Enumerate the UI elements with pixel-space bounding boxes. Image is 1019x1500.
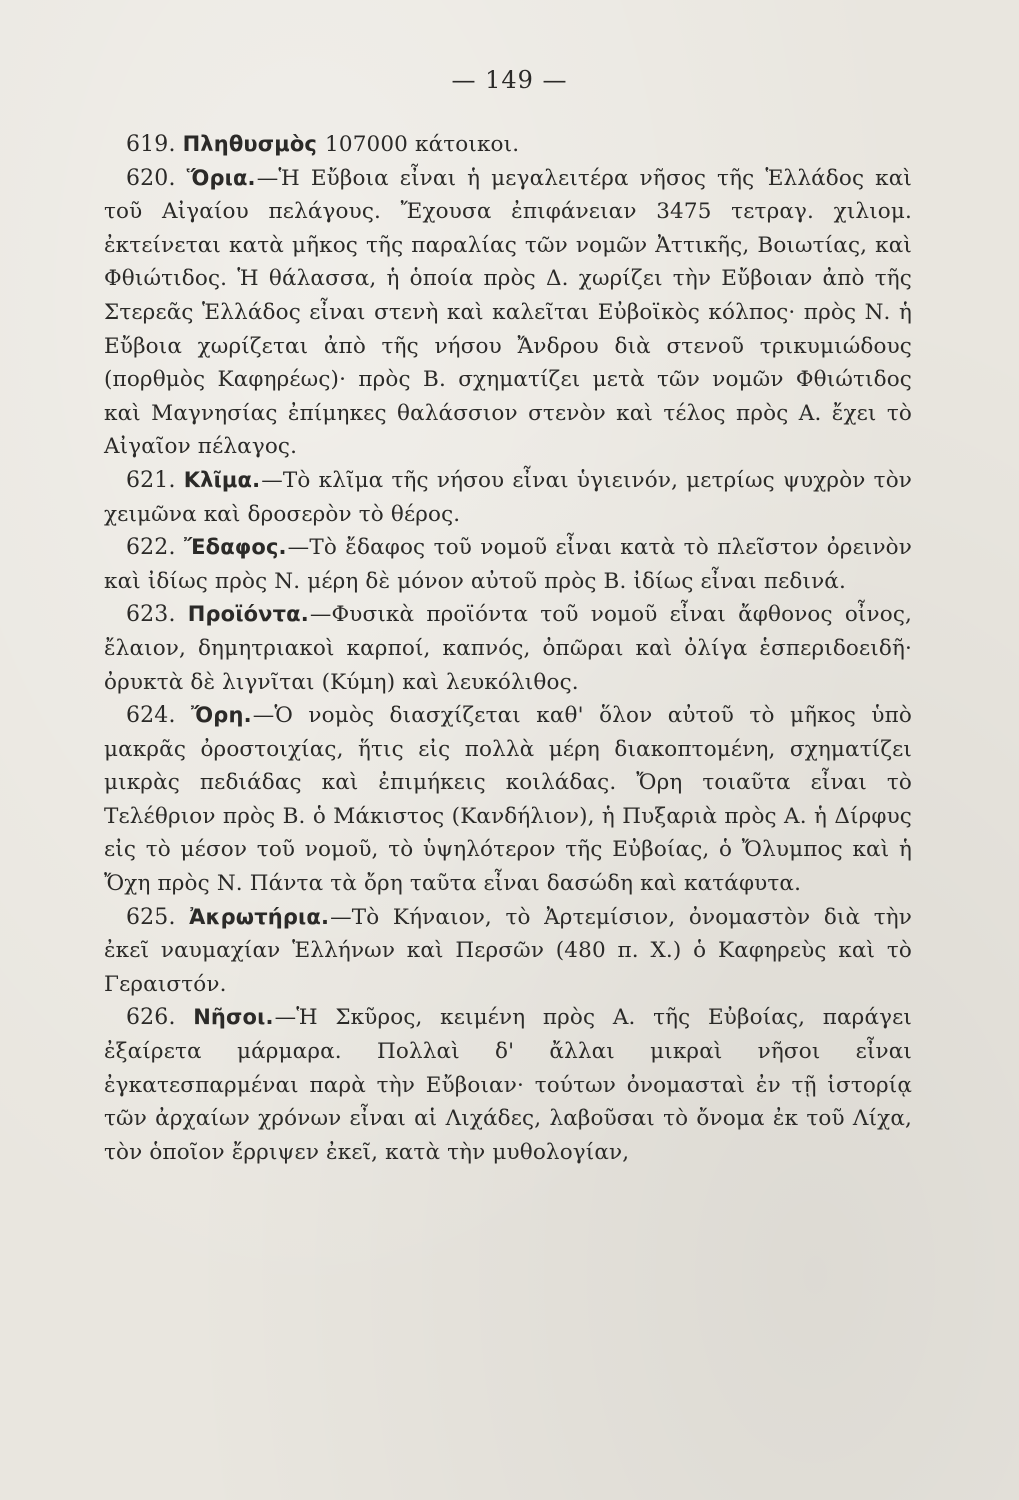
- heading-separator: —: [287, 535, 310, 561]
- section-text: Τὸ ἔδαφος τοῦ νομοῦ εἶναι κατὰ τὸ πλεῖστον ὀρεινὸν καὶ ἰδίως πρὸς Ν. μέρη δὲ μόνον αὐτοῦ πρὸς Β. ἰδίως εἶναι πεδινά.: [104, 535, 912, 594]
- page-number: — 149 —: [451, 66, 568, 94]
- section-number: 619.: [126, 132, 176, 157]
- section-heading: Ὄρη.: [191, 703, 252, 728]
- heading-separator: —: [256, 165, 279, 191]
- section-text: Ἡ Σκῦρος, κειμένη πρὸς Α. τῆς Εὐβοίας, παράγει ἐξαίρετα μάρμαρα. Πολλαὶ δ' ἄλλαι μικραὶ νῆσοι εἶναι ἐγκατεσπαρμέναι παρὰ τὴν Εὔβοιαν· τούτων ὀνομασταὶ ἐν τῇ ἱστορίᾳ τῶν ἀρχαίων χρόνων εἶναι αἱ Λιχάδες, λαβοῦσαι τὸ ὄνομα ἐκ τοῦ Λίχα, τὸν ὁποῖον ἔρριψεν ἐκεῖ, κατὰ τὴν μυθολογίαν,: [104, 1005, 912, 1165]
- section-number: 626.: [126, 1005, 176, 1031]
- heading-separator: [318, 132, 325, 157]
- paragraph-619: [104, 128, 912, 162]
- section-number: 621.: [126, 467, 176, 493]
- paragraph-626: [104, 1001, 912, 1169]
- section-heading: Ἔδαφος.: [184, 535, 287, 560]
- section-heading: Κλῖμα.: [183, 467, 261, 492]
- section-number: 623.: [126, 602, 176, 628]
- section-text: 107000 κάτοικοι.: [325, 132, 520, 157]
- section-text: Τὸ Κήναιον, τὸ Ἀρτεμίσιον, ὀνομαστὸν διὰ τὴν ἐκεῖ ναυμαχίαν Ἑλλήνων καὶ Περσῶν (480 π. Χ.) ὁ Καφηρεὺς καὶ τὸ Γεραιστόν.: [104, 904, 913, 997]
- heading-separator: —: [252, 703, 275, 729]
- heading-separator: —: [261, 467, 283, 493]
- section-heading: Ἀκρωτήρια.: [189, 904, 330, 929]
- paragraph-624: [104, 699, 912, 901]
- paragraph-620: [104, 162, 912, 464]
- page-body: [104, 128, 912, 1169]
- section-text: Ἡ Εὔβοια εἶναι ἡ μεγαλειτέρα νῆσος τῆς Ἑλλάδος καὶ τοῦ Αἰγαίου πελάγους. Ἔχουσα ἐπιφάνειαν 3475 τετραγ. χιλιομ. ἐκτείνεται κατὰ μῆκος τῆς παραλίας τῶν νομῶν Ἀττικῆς, Βοιωτίας, καὶ Φθιώτιδος. Ἡ θάλασσα, ἡ ὁποία πρὸς Δ. χωρίζει τὴν Εὔβοιαν ἀπὸ τῆς Στερεᾶς Ἑλλάδος εἶναι στενὴ καὶ καλεῖται Εὐβοϊκὸς κόλπος· πρὸς Ν. ἡ Εὔβοια χωρίζεται ἀπὸ τῆς νήσου Ἄνδρου διὰ στενοῦ τρικυμιώδους (πορθμὸς Καφηρέως)· πρὸς Β. σχηματίζει μετὰ τῶν νομῶν Φθιώτιδος καὶ Μαγνησίας ἐπίμηκες θαλάσσιον στενὸν καὶ τέλος πρὸς Α. ἔχει τὸ Αἰγαῖον πέλαγος.: [104, 165, 912, 460]
- section-heading: Ὅρια.: [186, 165, 256, 190]
- heading-separator: —: [330, 904, 352, 930]
- heading-separator: —: [309, 602, 332, 628]
- section-text: Φυσικὰ προϊόντα τοῦ νομοῦ εἶναι ἄφθονος οἶνος, ἔλαιον, δημητριακοὶ καρποί, καπνός, ὀπῶραι καὶ ὀλίγα ἑσπεριδοειδῆ· ὀρυκτὰ δὲ λιγνῖται (Κύμη) καὶ λευκόλιθος.: [104, 602, 913, 695]
- section-text: Ὁ νομὸς διασχίζεται καθ' ὅλον αὐτοῦ τὸ μῆκος ὑπὸ μακρᾶς ὀροστοιχίας, ἥτις εἰς πολλὰ μέρη διακοπτομένη, σχηματίζει μικρὰς πεδιάδας καὶ ἐπιμήκεις κοιλάδας. Ὄρη τοιαῦτα εἶναι τὸ Τελέθριον πρὸς Β. ὁ Μάκιστος (Κανδήλιον), ἡ Πυξαριὰ πρὸς Α. ἡ Δίρφυς εἰς τὸ μέσον τοῦ νομοῦ, τὸ ὑψηλότερον τῆς Εὐβοίας, ὁ Ὄλυμπος καὶ ἡ Ὄχη πρὸς Ν. Πάντα τὰ ὄρη ταῦτα εἶναι δασώδη καὶ κατάφυτα.: [104, 703, 913, 897]
- section-text: Τὸ κλῖμα τῆς νήσου εἶναι ὑγιεινόν, μετρίως ψυχρὸν τὸν χειμῶνα καὶ δροσερὸν τὸ θέρος.: [104, 467, 913, 527]
- paragraph-625: [104, 901, 912, 1002]
- section-heading: Πληθυσμὸς: [182, 132, 318, 156]
- paragraph-623: [104, 598, 912, 699]
- section-heading: Νῆσοι.: [193, 1005, 274, 1030]
- section-number: 624.: [126, 703, 176, 729]
- section-heading: Προϊόντα.: [187, 602, 309, 627]
- heading-separator: —: [274, 1005, 297, 1031]
- section-number: 625.: [126, 904, 176, 930]
- paragraph-621: [104, 464, 912, 531]
- section-number: 622.: [126, 535, 176, 561]
- paragraph-622: [104, 531, 912, 598]
- section-number: 620.: [126, 165, 176, 191]
